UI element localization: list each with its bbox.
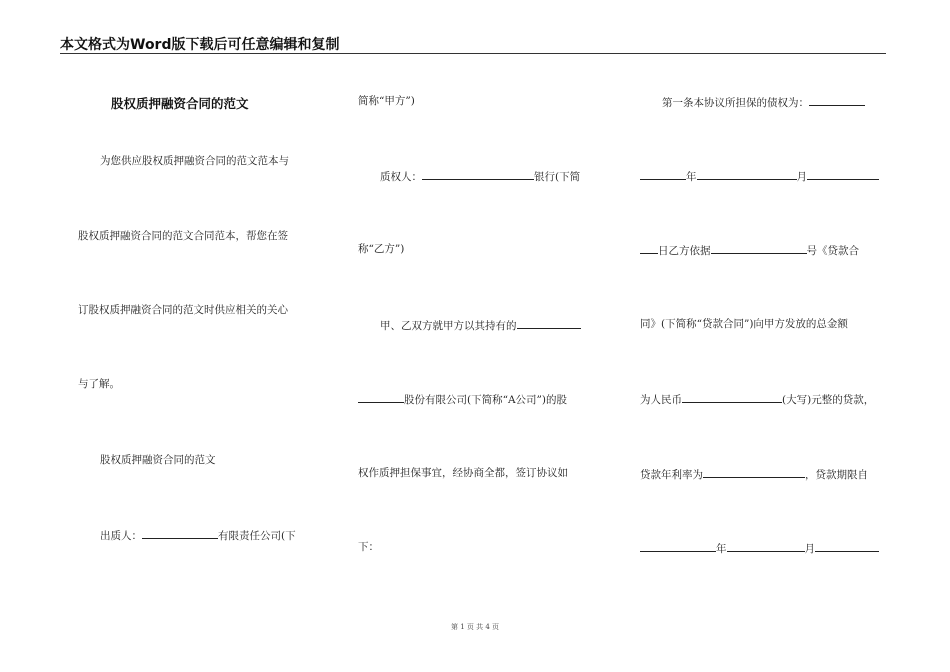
blank-field bbox=[640, 242, 658, 254]
year-label: 年 bbox=[686, 171, 697, 183]
blank-field bbox=[711, 242, 807, 254]
blank-field bbox=[703, 466, 805, 478]
paragraph-text: (大写)元整的贷款， bbox=[782, 394, 875, 406]
header-divider bbox=[60, 53, 886, 54]
blank-field bbox=[682, 391, 782, 403]
month-label: 月 bbox=[804, 543, 815, 555]
document-header: 本文格式为Word版下载后可任意编辑和复制 bbox=[60, 37, 340, 53]
blank-field bbox=[697, 168, 797, 180]
clause-line bbox=[662, 94, 865, 110]
paragraph-line: 同》(下简称“贷款合同”)向甲方发放的总金额 bbox=[640, 318, 848, 330]
paragraph-line: 权作质押担保事宜，经协商全都，签订协议如 bbox=[358, 467, 568, 479]
month-label: 月 bbox=[796, 171, 807, 183]
paragraph-line: 为您供应股权质押融资合同的范文范本与 bbox=[100, 155, 289, 167]
paragraph-text: 股份有限公司(下简称“A公司”)的股 bbox=[404, 394, 568, 406]
pledgee-suffix: 银行(下简 bbox=[534, 171, 581, 183]
year-label: 年 bbox=[716, 543, 727, 555]
blank-field bbox=[809, 94, 865, 106]
paragraph-line: 称“乙方”) bbox=[358, 243, 405, 255]
document-title: 股权质押融资合同的范文 bbox=[111, 96, 249, 111]
page-number: 第 1 页 共 4 页 bbox=[450, 623, 500, 631]
paragraph-text: ，贷款期限自 bbox=[805, 469, 868, 481]
blank-field bbox=[807, 168, 879, 180]
paragraph-line bbox=[640, 466, 868, 482]
paragraph-line: 简称“甲方”) bbox=[358, 95, 415, 107]
date-line bbox=[640, 540, 879, 556]
pledgor-line bbox=[100, 527, 296, 543]
pledgor-label: 出质人： bbox=[100, 530, 142, 542]
blank-field bbox=[815, 540, 879, 552]
paragraph-line bbox=[380, 317, 581, 333]
paragraph-text: 甲、乙双方就甲方以其持有的 bbox=[380, 320, 517, 332]
paragraph-text: 日乙方依据 bbox=[658, 245, 711, 257]
pledgee-label: 质权人： bbox=[380, 171, 422, 183]
blank-field bbox=[640, 540, 716, 552]
pledgor-suffix: 有限责任公司(下 bbox=[218, 530, 296, 542]
blank-field bbox=[142, 527, 218, 539]
section-heading: 股权质押融资合同的范文 bbox=[100, 454, 216, 466]
paragraph-line: 订股权质押融资合同的范文时供应相关的关心 bbox=[78, 304, 288, 316]
blank-field bbox=[640, 168, 686, 180]
blank-field bbox=[727, 540, 805, 552]
paragraph-text: 贷款年利率为 bbox=[640, 469, 703, 481]
blank-field bbox=[517, 317, 581, 329]
paragraph-line bbox=[358, 391, 567, 407]
clause-text: 第一条本协议所担保的债权为： bbox=[662, 97, 809, 109]
pledgee-line bbox=[380, 168, 580, 184]
paragraph-line bbox=[640, 242, 859, 258]
blank-field bbox=[358, 391, 404, 403]
date-line bbox=[640, 168, 879, 184]
paragraph-line bbox=[640, 391, 874, 407]
paragraph-text: 号《贷款合 bbox=[806, 245, 859, 257]
blank-field bbox=[422, 168, 534, 180]
paragraph-line: 股权质押融资合同的范文合同范本，帮您在签 bbox=[78, 230, 288, 242]
paragraph-line: 下： bbox=[358, 541, 379, 553]
paragraph-text: 为人民币 bbox=[640, 394, 682, 406]
paragraph-line: 与了解。 bbox=[78, 378, 120, 390]
